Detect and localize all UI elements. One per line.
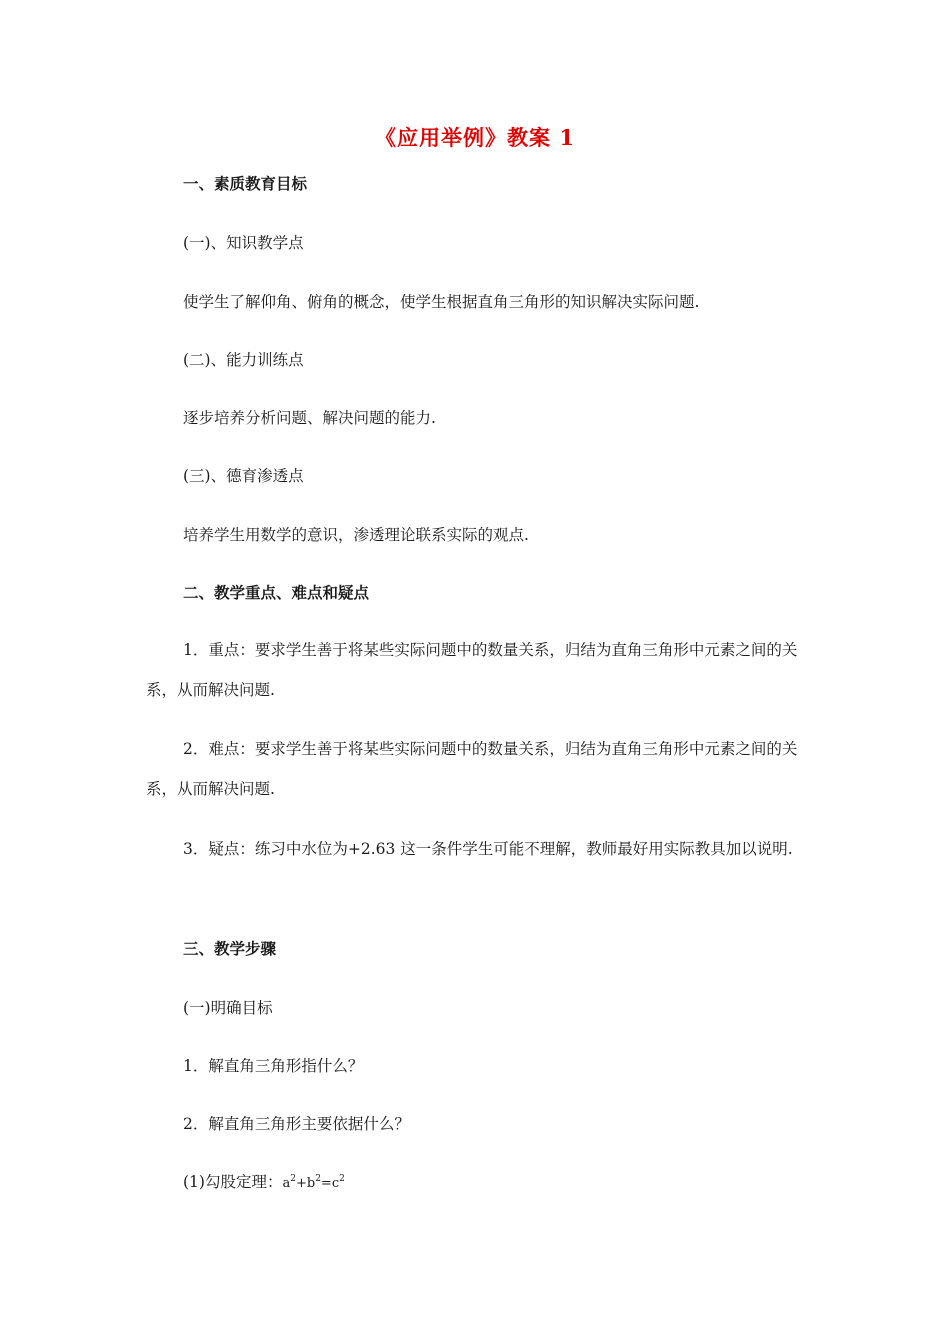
- formula-exponent-c: 2: [339, 1174, 345, 1184]
- section1-sub1: (一)、知识教学点: [183, 234, 304, 252]
- section1-text1: 使学生了解仰角、俯角的概念，使学生根据直角三角形的知识解决实际问题.: [183, 293, 700, 311]
- section1-sub2: (二)、能力训练点: [183, 351, 304, 369]
- section3-question2: 2．解直角三角形主要依据什么？: [183, 1115, 410, 1133]
- section3-heading: 三、教学步骤: [183, 939, 277, 958]
- section3-sub1: (一)明确目标: [183, 999, 273, 1017]
- formula-term-c: =c: [320, 1176, 340, 1191]
- section1-text2: 逐步培养分析问题、解决问题的能力.: [183, 409, 436, 427]
- section1-heading: 一、素质教育目标: [183, 174, 308, 193]
- formula-exponent-a: 2: [290, 1174, 296, 1184]
- section2-heading: 二、教学重点、难点和疑点: [183, 583, 370, 602]
- section2-item2: 2．难点：要求学生善于将某些实际问题中的数量关系，归结为直角三角形中元素之间的关系，从而解决问题.: [146, 740, 798, 798]
- formula-term-a: a: [282, 1176, 291, 1191]
- document-title: 《应用举例》教案 1: [375, 125, 575, 150]
- section2-item3: 3．疑点：练习中水位为+2.63 这一条件学生可能不理解，教师最好用实际教具加以说明.: [183, 840, 793, 858]
- formula-exponent-b: 2: [315, 1174, 321, 1184]
- section1-sub3: (三)、德育渗透点: [183, 467, 304, 485]
- pythagorean-label: (1)勾股定理：: [183, 1173, 283, 1191]
- formula-term-b: +b: [295, 1176, 316, 1191]
- section2-item1: 1．重点：要求学生善于将某些实际问题中的数量关系，归结为直角三角形中元素之间的关系，从而解决问题.: [146, 641, 798, 699]
- pythagorean-theorem: [183, 1171, 345, 1195]
- section3-question1: 1．解直角三角形指什么？: [183, 1057, 364, 1075]
- section1-text3: 培养学生用数学的意识，渗透理论联系实际的观点.: [183, 526, 529, 544]
